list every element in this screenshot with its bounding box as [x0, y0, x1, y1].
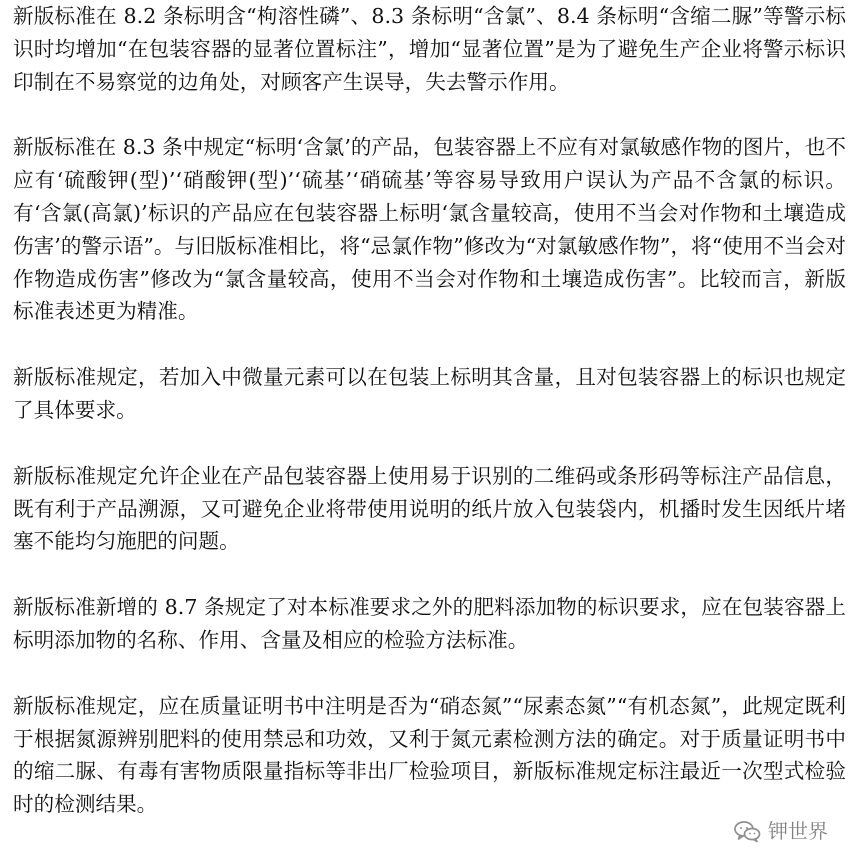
paragraph-2: 新版标准在 8.3 条中规定“标明‘含氯’的产品，包装容器上不应有对氯敏感作物的图片，也不应有‘硫酸钾(型)’‘硝酸钾(型)’‘硫基’‘硝硫基’等容易导致用户误认为产品不含氯的标识。有‘含氯(高氯)’标识的产品应在包装容器上标明‘氯含量较高，使用不当会对作物和土壤造成伤害’的警示语”。与旧版标准相比，将“忌氯作物”修改为“对氯敏感作物”，将“使用不当会对作物造成伤害”修改为“氯含量较高，使用不当会对作物和土壤造成伤害”。比较而言，新版标准表述更为精准。: [13, 135, 846, 324]
paragraph-1: 新版标准在 8.2 条标明含“枸溶性磷”、8.3 条标明“含氯”、8.4 条标明“含缩二脲”等警示标识时均增加“在包装容器的显著位置标注”，增加“显著位置”是为了避免生产企业将警示标识印制在不易察觉的边角处，对顾客产生误导，失去警示作用。: [13, 4, 846, 94]
paragraph-3: 新版标准规定，若加入中微量元素可以在包装上标明其含量，且对包装容器上的标识也规定了具体要求。: [13, 365, 846, 422]
article-body: [13, 0, 846, 854]
paragraph-4: 新版标准规定允许企业在产品包装容器上使用易于识别的二维码或条形码等标注产品信息，既有利于产品溯源，又可避免企业将带使用说明的纸片放入包装袋内，机播时发生因纸片堵塞不能均匀施肥的问题。: [13, 463, 846, 554]
paragraph-5: 新版标准新增的 8.7 条规定了对本标准要求之外的肥料添加物的标识要求，应在包装容器上标明添加物的名称、作用、含量及相应的检验方法标准。: [13, 595, 846, 652]
wechat-icon: [732, 819, 762, 843]
watermark: [732, 819, 828, 843]
watermark-text: 钾世界: [768, 819, 828, 843]
paragraph-6: 新版标准规定，应在质量证明书中注明是否为“硝态氮”“尿素态氮”“有机态氮”，此规定既利于根据氮源辨别肥料的使用禁忌和功效，又利于氮元素检测方法的确定。对于质量证明书中的缩二脲、有毒有害物质限量指标等非出厂检验项目，新版标准规定标注最近一次型式检验时的检测结果。: [13, 693, 846, 817]
